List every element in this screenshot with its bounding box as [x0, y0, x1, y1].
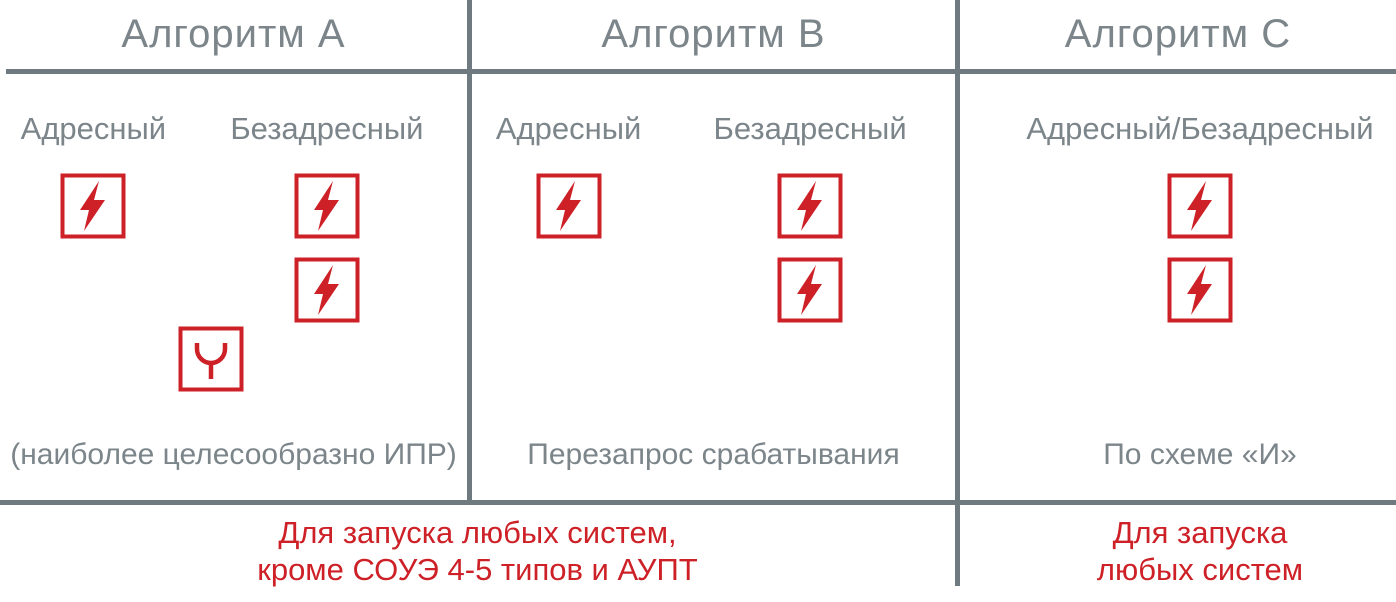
- footer-note-c-line2: любых систем: [1096, 552, 1304, 587]
- column-algorithm-a: [0, 0, 467, 500]
- detector-types-row: [472, 111, 955, 323]
- column-b-caption: Перезапрос срабатывания: [527, 438, 900, 471]
- footer-note-ab-line2: кроме СОУЭ 4-5 типов и АУПТ: [257, 552, 698, 587]
- column-c-caption: По схеме «И»: [1103, 438, 1297, 471]
- non-addressable-subcolumn: [187, 111, 467, 323]
- fire-detector-icon: [777, 173, 843, 239]
- footer-note-ab-line1: Для запуска любых систем,: [278, 515, 677, 550]
- column-b-title: Алгоритм B: [601, 12, 826, 56]
- addressable-label: Адресный: [495, 111, 642, 146]
- non-addressable-label: Безадресный: [713, 111, 907, 146]
- addressable-subcolumn: [472, 111, 665, 323]
- column-a-caption: (наиболее целесообразно ИПР): [10, 438, 457, 471]
- manual-call-point-icon: [178, 326, 244, 392]
- fire-detector-icon: [294, 257, 360, 323]
- detector-types-row: [0, 111, 467, 323]
- footer-note-c-line1: Для запуска: [1112, 515, 1288, 550]
- addressable-label: Адресный: [20, 111, 167, 146]
- fire-detector-icon: [60, 173, 126, 239]
- non-addressable-subcolumn: [665, 111, 955, 323]
- non-addressable-label: Безадресный: [230, 111, 424, 146]
- column-a-title: Алгоритм A: [121, 12, 346, 56]
- footer-note-ab: [0, 514, 955, 588]
- fire-detector-icon: [777, 257, 843, 323]
- manual-call-point-row: [0, 326, 467, 392]
- footer-divider-line: [0, 500, 1396, 505]
- column-c-title: Алгоритм C: [1064, 12, 1292, 56]
- column-algorithm-b: [472, 0, 955, 500]
- fire-detector-icon: [294, 173, 360, 239]
- addressable-subcolumn: [0, 111, 187, 323]
- fire-detector-icon: [536, 173, 602, 239]
- footer-note-c: [1004, 514, 1396, 588]
- fire-detector-icon: [1167, 173, 1233, 239]
- detector-types-row: [960, 111, 1396, 323]
- addressable-non-addressable-label: Адресный/Безадресный: [1026, 111, 1374, 146]
- column-algorithm-c: [960, 0, 1396, 500]
- fire-detector-icon: [1167, 257, 1233, 323]
